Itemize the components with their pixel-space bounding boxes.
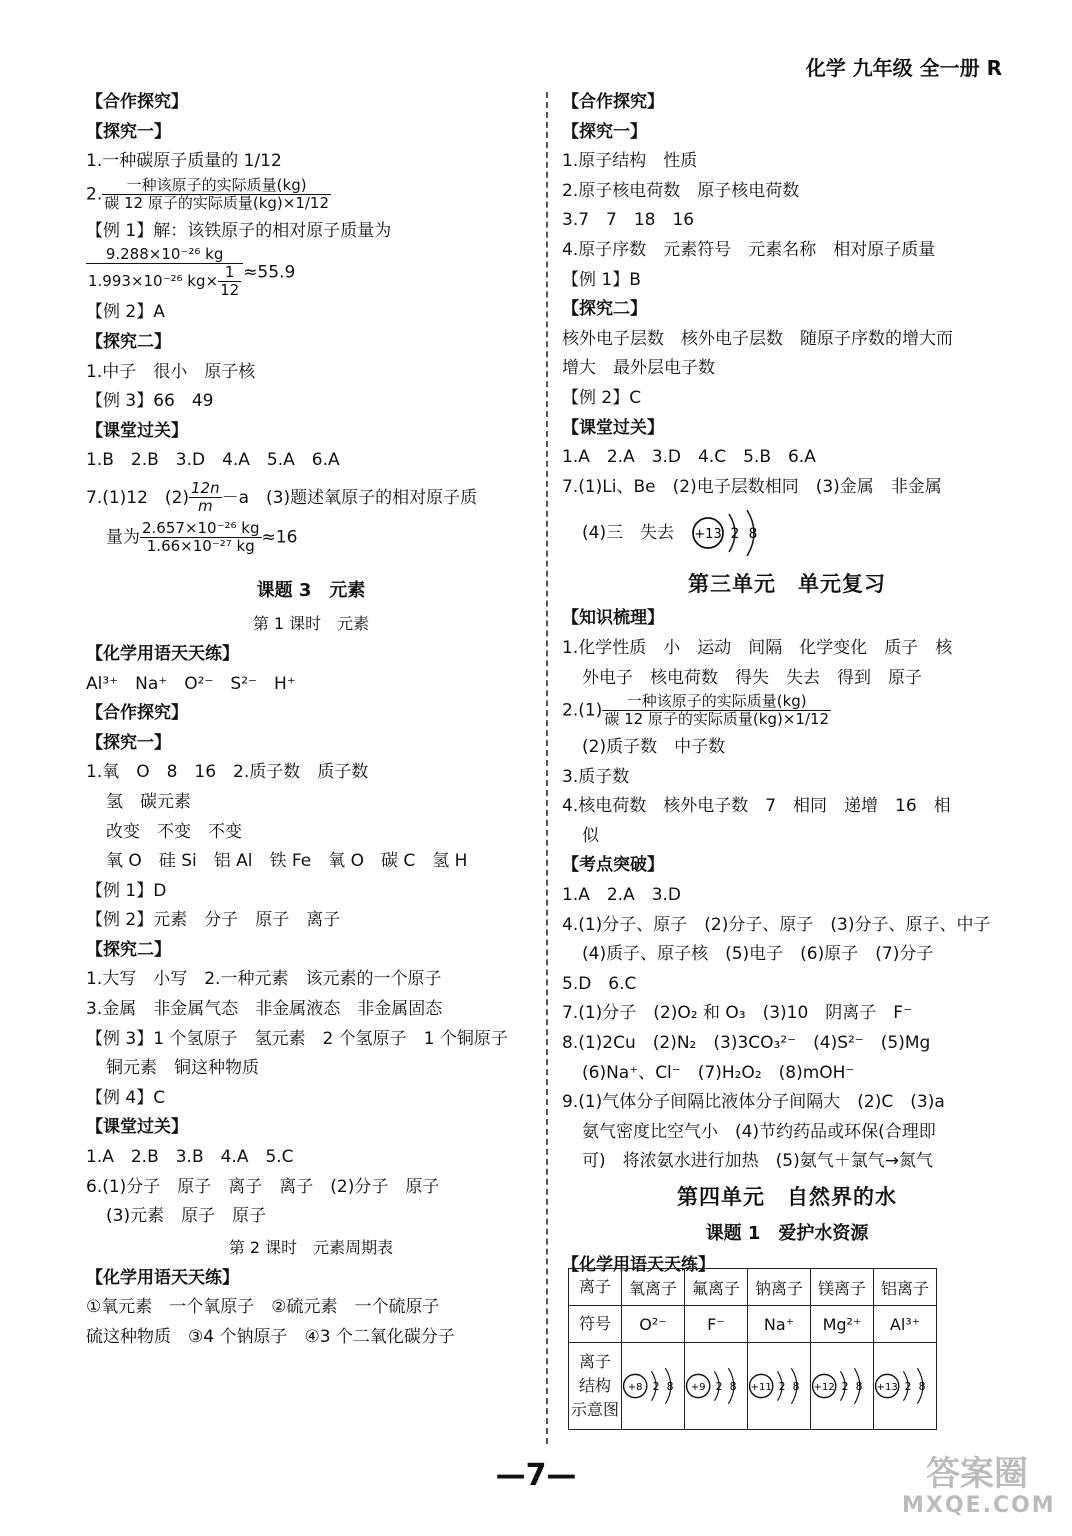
- electron-count-1: 2: [778, 1379, 786, 1393]
- fraction: [102, 177, 331, 212]
- fraction: [140, 520, 262, 555]
- formula-prefix: 2.: [86, 184, 103, 205]
- answer-line: 【化学用语天天练】: [86, 643, 239, 664]
- answer-line: 硫这种物质 ③4 个钠原子 ④3 个二氧化碳分子: [86, 1327, 455, 1347]
- ion-symbol-cell: 符号: [569, 1306, 622, 1343]
- answer-line: 1.大写 小写 2.一种元素 该元素的一个原子: [86, 969, 442, 990]
- ion-structure-cell: [685, 1343, 748, 1430]
- fraction-denominator: m: [198, 497, 213, 516]
- answer-line: 铜元素 铜这种物质: [106, 1058, 259, 1079]
- table-row-label: [569, 1343, 622, 1430]
- answer-line: 【例 1】解：该铁原子的相对原子质量为: [86, 220, 392, 241]
- page-header: 化学 九年级 全一册 R: [805, 56, 1002, 80]
- answer-line: 4.(1)分子、原子 (2)分子、原子 (3)分子、原子、中子: [562, 914, 991, 935]
- ion-table: [568, 1268, 937, 1430]
- ion-symbol-cell: Mg²⁺: [811, 1306, 874, 1343]
- answer-line: [562, 502, 1012, 564]
- fraction: [218, 264, 241, 299]
- answer-line: 6.(1)分子 原子 离子 离子 (2)分子 原子: [86, 1176, 440, 1197]
- answer-line: (4)质子、原子核 (5)电子 (6)原子 (7)分子: [582, 944, 934, 965]
- answer-line: 【化学用语天天练】: [562, 1255, 715, 1275]
- answer-line: (2)质子数 中子数: [582, 737, 726, 758]
- fraction: [86, 246, 243, 299]
- answer-line: 3.金属 非金属气态 非金属液态 非金属固态: [86, 999, 443, 1020]
- fraction-denominator: 碳 12 原子的实际质量(kg)×1/12: [604, 710, 830, 729]
- table-header-cell: 镁离子: [811, 1269, 874, 1306]
- answer-line: 改变 不变 不变: [106, 821, 242, 842]
- answer-line: 【课堂过关】: [86, 1117, 188, 1138]
- answer-line: 【合作探究】: [86, 703, 188, 724]
- answer-line: 【课堂过关】: [562, 417, 664, 438]
- answer-line: 【化学用语天天练】: [86, 1267, 239, 1288]
- answer-line: ①氧元素 一个氧原子 ②硫元素 一个硫原子: [86, 1297, 440, 1318]
- fraction-numerator: 9.288×10⁻²⁶ kg: [86, 246, 243, 264]
- row-label-line: 离子: [578, 1352, 611, 1371]
- nuclear-charge: +13: [876, 1381, 898, 1393]
- unit-title: 第四单元 自然界的水: [677, 1185, 897, 1209]
- ion-structure-cell: [874, 1343, 937, 1430]
- row-label-line: 示意图: [570, 1400, 619, 1419]
- answer-line: 【合作探究】: [86, 92, 188, 112]
- ion-structure-cell: [622, 1343, 685, 1430]
- fraction-denominator: [86, 264, 243, 299]
- answer-line: 【探究一】: [86, 121, 171, 142]
- answer-line: 1.A 2.B 3.B 4.A 5.C: [86, 1147, 294, 1168]
- formula-result: ≈55.9: [243, 262, 296, 283]
- answer-line: 1.原子结构 性质: [562, 151, 698, 172]
- fraction-denominator: 碳 12 原子的实际质量(kg)×1/12: [104, 193, 330, 212]
- answer-line: 【探究一】: [86, 732, 171, 753]
- table-header-cell: 氟离子: [685, 1269, 748, 1306]
- electron-count-1: 2: [715, 1379, 723, 1393]
- answer-line: 【例 3】66 49: [86, 391, 214, 412]
- watermark-title: 答案圈: [926, 1454, 1028, 1494]
- atom-structure-diagram: [874, 1365, 936, 1407]
- answer-line: 7.(1)Li、Be (2)电子层数相同 (3)金属 非金属: [562, 476, 942, 497]
- electron-count-2: 8: [918, 1379, 926, 1393]
- denominator-text: 1.993×10⁻²⁶ kg×: [88, 272, 219, 291]
- ion-symbol-cell: F⁻: [685, 1306, 748, 1343]
- nuclear-charge: +13: [694, 527, 722, 543]
- answer-line: 1.氧 O 8 16 2.质子数 质子数: [86, 762, 369, 783]
- formula-suffix: －a (3)题述氧原子的相对原子质: [221, 487, 478, 508]
- answer-line: (6)Na⁺、Cl⁻ (7)H₂O₂ (8)mOH⁻: [582, 1062, 855, 1083]
- electron-count-1: 2: [904, 1379, 912, 1393]
- answer-line: 8.(1)2Cu (2)N₂ (3)3CO₃²⁻ (4)S²⁻ (5)Mg: [562, 1033, 931, 1054]
- answer-line: 【探究二】: [86, 331, 171, 352]
- nuclear-charge: +11: [750, 1381, 772, 1393]
- fraction-numerator: 12n: [191, 479, 220, 498]
- formula-line: [86, 177, 536, 217]
- answer-line: 【探究一】: [562, 121, 647, 142]
- ion-structure-cell: [748, 1343, 811, 1430]
- electron-count-1: 2: [730, 526, 740, 543]
- lesson-title: 第 2 课时 元素周期表: [228, 1237, 394, 1257]
- answer-line: 【例 2】C: [562, 387, 642, 408]
- answer-line: (3)元素 原子 原子: [106, 1206, 267, 1227]
- table-header-cell: 铝离子: [874, 1269, 937, 1306]
- answer-line: 核外电子层数 核外电子层数 随原子序数的增大而: [562, 328, 953, 349]
- ion-symbol-cell: Al³⁺: [874, 1306, 937, 1343]
- answer-line: 【例 2】元素 分子 原子 离子: [86, 910, 341, 931]
- answer-line: 3.质子数: [562, 766, 630, 787]
- left-column: [86, 88, 536, 1353]
- answer-text: (4)三 失去: [582, 523, 675, 544]
- electron-count-1: 2: [841, 1379, 849, 1393]
- answer-line: 【合作探究】: [562, 92, 664, 112]
- fraction-denominator: 12: [220, 281, 240, 300]
- fraction-numerator: 一种该原子的实际质量(kg): [602, 693, 831, 711]
- answer-line: Al³⁺ Na⁺ O²⁻ S²⁻ H⁺: [86, 673, 296, 694]
- nuclear-charge: +9: [690, 1381, 706, 1393]
- atom-structure-diagram: [748, 1365, 810, 1407]
- answer-line: 【考点突破】: [562, 855, 664, 876]
- unit-title: 第三单元 单元复习: [688, 572, 886, 597]
- answer-line: 【探究二】: [562, 299, 647, 320]
- electron-count-2: 8: [748, 526, 758, 543]
- topic-title: 课题 3 元素: [256, 579, 366, 601]
- answer-line: 【例 3】1 个氢原子 氢元素 2 个氢原子 1 个铜原子: [86, 1028, 508, 1049]
- right-column: [562, 88, 1012, 1281]
- answer-line: 1.B 2.B 3.D 4.A 5.A 6.A: [86, 450, 340, 471]
- formula-prefix: 量为: [106, 527, 140, 548]
- answer-line: 1.A 2.A 3.D 4.C 5.B 6.A: [562, 447, 816, 468]
- answer-line: 1.A 2.A 3.D: [562, 885, 682, 906]
- answer-line: 【探究二】: [86, 939, 171, 960]
- answer-line: 可) 将浓氨水进行加热 (5)氨气＋氯气→氮气: [582, 1151, 933, 1172]
- ion-symbol-cell: O²⁻: [622, 1306, 685, 1343]
- table-header-cell: 氧离子: [622, 1269, 685, 1306]
- atom-structure-diagram: [691, 508, 771, 558]
- nuclear-charge: +12: [813, 1381, 835, 1393]
- fraction-denominator: 1.66×10⁻²⁷ kg: [146, 536, 255, 555]
- answer-line: 【例 2】A: [86, 302, 165, 323]
- electron-count-2: 8: [729, 1379, 737, 1393]
- row-label-line: 结构: [578, 1376, 611, 1395]
- answer-line: 7.(1)分子 (2)O₂ 和 O₃ (3)10 阴离子 F⁻: [562, 1003, 913, 1024]
- topic-title: 课题 1 爱护水资源: [705, 1223, 869, 1244]
- formula-line: [562, 693, 1012, 733]
- formula-prefix: 2.(1): [562, 700, 603, 721]
- answer-line: 【课堂过关】: [86, 420, 188, 441]
- answer-line: 3.7 7 18 16: [562, 210, 695, 231]
- answer-line: 1.化学性质 小 运动 间隔 化学变化 质子 核: [562, 637, 953, 658]
- answer-line: 9.(1)气体分子间隔比液体分子间隔大 (2)C (3)a: [562, 1092, 945, 1113]
- answer-line: 外电子 核电荷数 得失 失去 得到 原子: [582, 667, 922, 688]
- answer-line: 【知识梳理】: [562, 608, 664, 629]
- answer-line: 【例 4】C: [86, 1087, 166, 1108]
- answer-line: 4.原子序数 元素符号 元素名称 相对原子质量: [562, 239, 936, 260]
- formula-line: [86, 520, 536, 574]
- fraction: [602, 693, 831, 728]
- fraction: [189, 480, 222, 515]
- answer-line: 似: [582, 825, 599, 846]
- electron-count-1: 2: [652, 1379, 660, 1393]
- column-divider: [546, 92, 548, 1444]
- fraction-numerator: 一种该原子的实际质量(kg): [102, 177, 331, 195]
- lesson-title: 第 1 课时 元素: [252, 613, 370, 633]
- nuclear-charge: +8: [627, 1381, 643, 1393]
- answer-line: 氨气密度比空气小 (4)节约药品或环保(合理即: [582, 1121, 936, 1142]
- table-header-cell: 钠离子: [748, 1269, 811, 1306]
- spacer: [674, 523, 691, 543]
- fraction-numerator: 2.657×10⁻²⁶ kg: [142, 518, 260, 537]
- answer-line: 2.原子核电荷数 原子核电荷数: [562, 180, 800, 201]
- answer-line: 【例 1】D: [86, 880, 167, 901]
- answer-line: 1.中子 很小 原子核: [86, 361, 256, 382]
- electron-count-2: 8: [855, 1379, 863, 1393]
- page-number: —7—: [495, 1458, 577, 1493]
- electron-count-2: 8: [666, 1379, 674, 1393]
- formula-result: ≈16: [261, 527, 298, 548]
- ion-structure-cell: [811, 1343, 874, 1430]
- answer-line: 5.D 6.C: [562, 973, 637, 994]
- formula-line: [86, 246, 536, 298]
- answer-line: 1.一种碳原子质量的 1/12: [86, 151, 282, 172]
- table-header-cell: 离子: [569, 1269, 622, 1306]
- electron-count-2: 8: [792, 1379, 800, 1393]
- answer-line: 【例 1】B: [562, 269, 641, 290]
- atom-structure-diagram: [622, 1365, 684, 1407]
- atom-structure-diagram: [685, 1365, 747, 1407]
- watermark-url: MXQE.COM: [902, 1493, 1056, 1518]
- answer-line: 4.核电荷数 核外电子数 7 相同 递增 16 相: [562, 796, 951, 817]
- answer-line: 增大 最外层电子数: [562, 358, 715, 379]
- answer-line: 氢 碳元素: [106, 791, 191, 812]
- atom-structure-diagram: [811, 1365, 873, 1407]
- answer-line: 氧 O 硅 Si 铝 Al 铁 Fe 氧 O 碳 C 氢 H: [106, 851, 468, 872]
- formula-line: [86, 476, 536, 520]
- ion-symbol-cell: Na⁺: [748, 1306, 811, 1343]
- fraction-numerator: 1: [218, 264, 241, 282]
- formula-prefix: 7.(1)12 (2): [86, 487, 190, 508]
- watermark: [902, 1454, 1056, 1525]
